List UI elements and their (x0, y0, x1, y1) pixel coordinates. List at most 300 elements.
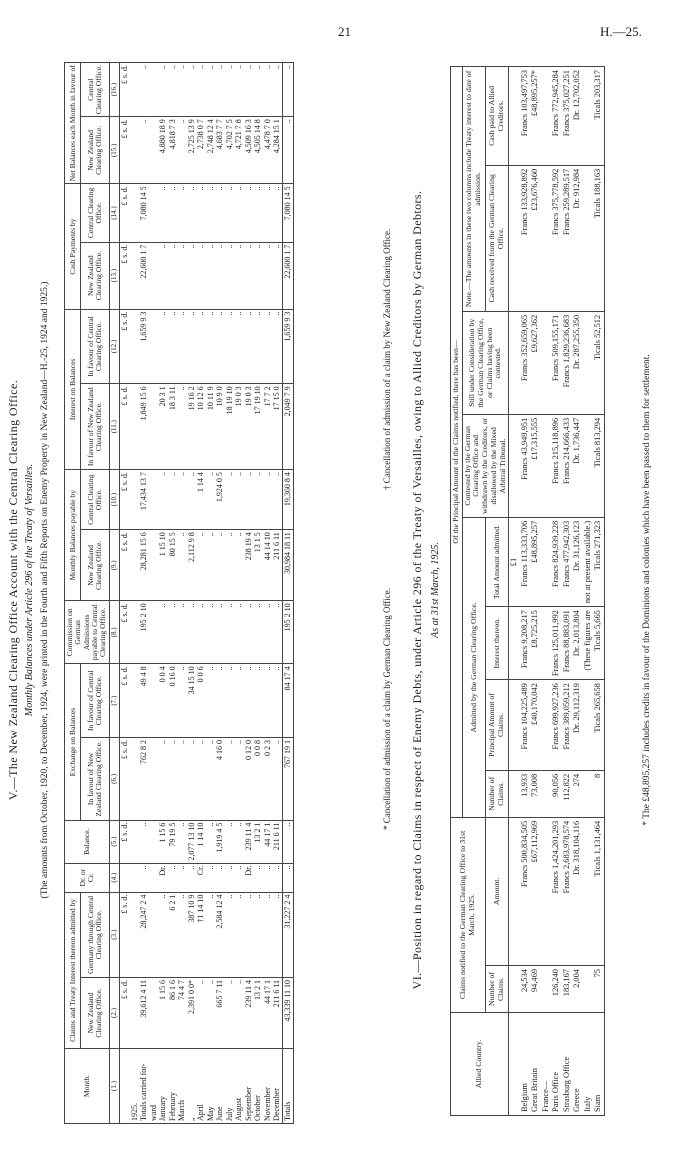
value-cell: 44 17 1 (263, 977, 273, 1048)
col-header-num-claims: Number of Claims. (486, 966, 509, 1013)
value-cell: Francs 125,011,992 (551, 607, 562, 680)
value-cell: .. (253, 664, 263, 738)
value-cell: Francs 1,424,201,293 (551, 817, 562, 965)
value-cell: £48,895,257 (530, 517, 541, 606)
value-cell: .. (215, 863, 225, 892)
column-number: (13.) (109, 242, 120, 309)
total-cell: .. (282, 117, 294, 184)
column-number-row (109, 63, 120, 1124)
total-cell: 1,659 9 3 (282, 309, 294, 384)
column-number: (9.) (109, 530, 120, 601)
value-cell: .. (253, 601, 263, 664)
unit-label: £ s. d. (120, 530, 130, 601)
group-header-principal: Of the Principal Amount of the Claims notified, there has been— (451, 67, 463, 818)
value-cell: 13 2 1 (253, 977, 263, 1048)
value-cell: Francs 104,225,489 (520, 680, 531, 771)
value-cell: Dr. 1,736,447 (572, 414, 583, 517)
value-cell: £23,676,460 (530, 165, 541, 311)
value-cell: £40,170,042 (530, 680, 541, 771)
value-cell (149, 863, 159, 892)
total-cell: 7,080 14 5 (282, 184, 294, 242)
value-cell: .. (272, 601, 282, 664)
country-cell: Greece (572, 1013, 583, 1116)
value-cell: Ticals 265,658 (593, 680, 604, 771)
column-number: (12.) (109, 309, 120, 384)
clearing-account-rows (120, 63, 294, 1124)
value-cell: .. (187, 309, 197, 384)
value-cell: .. (206, 242, 216, 309)
column-number: (4.) (109, 863, 120, 892)
value-cell: .. (187, 601, 197, 664)
value-cell: 0 16 0 (168, 664, 178, 738)
total-cell: 2,049 7 9 (282, 384, 294, 470)
value-cell: Dr. 912,984 (572, 165, 583, 311)
page-number: 21 (338, 24, 351, 39)
value-cell: .. (206, 820, 216, 863)
value-cell: 73,008 (530, 770, 541, 817)
table-row (520, 67, 531, 1116)
value-cell: .. (206, 664, 216, 738)
value-cell: 39,612 4 11 (139, 977, 149, 1048)
value-cell (149, 601, 159, 664)
table-row (551, 67, 562, 1116)
value-cell: not at present available.) (583, 517, 594, 606)
value-cell: £67,112,969 (530, 817, 541, 965)
col-header-cash-received: Cash received from the German Clearing Office. (486, 165, 509, 311)
month-cell: July (225, 1049, 235, 1124)
value-cell: Francs 389,059,212 (562, 680, 573, 771)
value-cell: £17,315,555 (530, 414, 541, 517)
rotated-page-body (2, 50, 667, 1130)
value-cell: .. (196, 601, 206, 664)
col-header-total: Total Amount admitted. (486, 517, 509, 606)
month-cell: „ (187, 1049, 197, 1124)
month-cell: September (244, 1049, 254, 1124)
table-row (244, 63, 254, 1124)
value-cell: .. (263, 63, 273, 117)
value-cell: Dr. 287,255,350 (572, 311, 583, 414)
total-cell: 19,360 8 4 (282, 470, 294, 530)
unit-label: £ s. d. (120, 820, 130, 863)
col-header-c2: New Zealand Clearing Office. (81, 977, 109, 1048)
value-cell: .. (263, 184, 273, 242)
value-cell (130, 892, 140, 977)
value-cell: .. (158, 63, 168, 117)
value-cell: .. (168, 738, 178, 821)
value-cell (130, 470, 140, 530)
section-5-subtitle: Monthly Balances under Article 296 of the Treaty of Versailles. (24, 463, 35, 717)
col-header-c14: Central Clearing Office. (81, 184, 109, 242)
value-cell: 2,004 (572, 966, 583, 1013)
value-cell: 126,240 (551, 966, 562, 1013)
value-cell: Francs 699,927,236 (551, 680, 562, 771)
value-cell (541, 165, 552, 311)
table-row (263, 63, 273, 1124)
value-cell: .. (215, 63, 225, 117)
table-row (196, 63, 206, 1124)
unit-label: £ s. d. (120, 242, 130, 309)
value-cell: .. (196, 309, 206, 384)
table-row (225, 63, 235, 1124)
value-cell: .. (253, 63, 263, 117)
value-cell (541, 311, 552, 414)
value-cell: 2,077 13 10 (187, 820, 197, 863)
col-header-dr-cr: Dr. or Cr. (65, 863, 110, 892)
col-header-c7: In favour of Central Clearing Office. (81, 664, 109, 738)
value-cell: Francs 88,883,091 (562, 607, 573, 680)
value-cell (583, 680, 594, 771)
value-cell: .. (272, 738, 282, 821)
value-cell: .. (177, 820, 187, 863)
section-5-title: V.—The New Zealand Clearing Office Account with the Central Clearing Office. (6, 379, 20, 801)
group-header-monthly: Monthly Balances payable by (65, 470, 81, 601)
column-number: (2.) (109, 977, 120, 1048)
value-cell: .. (177, 738, 187, 821)
unit-label: £ s. d. (120, 892, 130, 977)
value-cell: 1,659 9 3 (139, 309, 149, 384)
value-cell: .. (215, 309, 225, 384)
country-cell: Paris Office (551, 1013, 562, 1116)
value-cell: .. (225, 242, 235, 309)
value-cell (130, 863, 140, 892)
value-cell: .. (272, 892, 282, 977)
value-cell: .. (244, 470, 254, 530)
column-number: (7.) (109, 664, 120, 738)
value-cell: .. (234, 242, 244, 309)
value-cell: Francs 500,834,505 (520, 817, 531, 965)
col-header-amount: Amount. (486, 817, 509, 965)
section-5-note: (The amounts from October, 1920, to December, 1924, were printed in the Fourth and Fifth Reports on Enemy Property in New Zealand—H.-25, 1924 and 1925.) (40, 281, 50, 899)
group-header-exchange: Exchange on Balances (65, 664, 81, 820)
value-cell: .. (139, 863, 149, 892)
value-cell: 4 16 0 (215, 738, 225, 821)
value-cell (130, 977, 140, 1048)
value-cell: .. (177, 470, 187, 530)
value-cell: .. (253, 863, 263, 892)
column-number: (5.) (109, 820, 120, 863)
value-cell: .. (187, 242, 197, 309)
value-cell: .. (272, 863, 282, 892)
value-cell: .. (168, 863, 178, 892)
col-header-country: Allied Country. (451, 1013, 509, 1116)
month-cell: April (196, 1049, 206, 1124)
month-cell: February (168, 1049, 178, 1124)
col-header-c11: In favour of New Zealand Clearing Office. (81, 384, 109, 470)
value-cell: Dr. 2,013,804 (572, 607, 583, 680)
value-cell (541, 607, 552, 680)
group-header-cash: Cash Payments by (65, 184, 81, 309)
value-cell (149, 384, 159, 470)
value-cell: .. (177, 384, 187, 470)
value-cell: 2,748 12 4 (206, 117, 216, 184)
value-cell: .. (177, 117, 187, 184)
value-cell: 211 6 11 (272, 530, 282, 601)
value-cell (149, 820, 159, 863)
col-header-month: Month. (65, 1049, 110, 1124)
value-cell: .. (225, 863, 235, 892)
unit-label: £ s. d. (120, 664, 130, 738)
table-row (187, 63, 197, 1124)
value-cell: 239 11 4 (244, 820, 254, 863)
table-row (562, 67, 573, 1116)
value-cell: .. (187, 738, 197, 821)
value-cell (149, 309, 159, 384)
value-cell (149, 892, 159, 977)
value-cell: Ticals 1,131,464 (593, 817, 604, 965)
value-cell: 4,505 14 8 (253, 117, 263, 184)
table-row (234, 63, 244, 1124)
value-cell: .. (234, 470, 244, 530)
value-cell: 7,080 14 5 (139, 184, 149, 242)
value-cell: £8,725,215 (530, 607, 541, 680)
value-cell: .. (215, 601, 225, 664)
value-cell: .. (158, 892, 168, 977)
value-cell: Dr. (158, 863, 168, 892)
country-cell: Italy (583, 1013, 594, 1116)
value-cell: .. (206, 892, 216, 977)
value-cell: 18 19 10 (225, 384, 235, 470)
footnote-dagger: † Cancellation of admission of a claim by New Zealand Clearing Office. (382, 228, 392, 490)
table-row (530, 67, 541, 1116)
value-cell (541, 966, 552, 1013)
country-cell: France— (541, 1013, 552, 1116)
total-cell: 43,339 11 10 (282, 977, 294, 1048)
table-row (272, 63, 282, 1124)
unit-label: £ s. d. (120, 977, 130, 1048)
value-cell: 2,738 0 7 (196, 117, 206, 184)
value-cell: .. (139, 820, 149, 863)
value-cell: .. (206, 601, 216, 664)
value-cell: 90,056 (551, 770, 562, 817)
value-cell: 2,112 9 8 (187, 530, 197, 601)
value-cell (130, 117, 140, 184)
value-cell: .. (234, 530, 244, 601)
value-cell: .. (263, 863, 273, 892)
value-cell: Ticals 5,665 (593, 607, 604, 680)
value-cell: (These figures are (583, 607, 594, 680)
value-cell: .. (225, 184, 235, 242)
value-cell: 1 15 6 (158, 977, 168, 1048)
value-cell: Francs 113,333,706 (520, 517, 531, 606)
value-cell: .. (253, 892, 263, 977)
country-cell: Strasburg Office (562, 1013, 573, 1116)
column-number: (3.) (109, 892, 120, 977)
value-cell: Ticals 52,512 (593, 311, 604, 414)
value-cell (541, 770, 552, 817)
value-cell: .. (244, 242, 254, 309)
unit-label: £ s. d. (120, 309, 130, 384)
total-cell: 30,984 18 11 (282, 530, 294, 601)
value-cell: Francs 824,939,228 (551, 517, 562, 606)
value-cell (130, 184, 140, 242)
column-number: (16.) (109, 63, 120, 117)
value-cell: 4,818 7 3 (168, 117, 178, 184)
value-cell: 0 0 4 (158, 664, 168, 738)
enemy-debts-rows (520, 67, 605, 1116)
value-cell: .. (206, 63, 216, 117)
unit-row (120, 63, 130, 1124)
value-cell: .. (177, 242, 187, 309)
month-cell: January (158, 1049, 168, 1124)
value-cell: Francs 375,027,251 (562, 67, 573, 166)
value-cell: .. (244, 892, 254, 977)
column-number: (11.) (109, 384, 120, 470)
value-cell: Francs 509,155,171 (551, 311, 562, 414)
value-cell: 238 19 4 (244, 530, 254, 601)
value-cell: .. (234, 309, 244, 384)
value-cell: .. (206, 309, 216, 384)
value-cell: .. (234, 820, 244, 863)
value-cell: .. (272, 309, 282, 384)
unit-label: £ s. d. (120, 384, 130, 470)
value-cell: 28,247 2 4 (139, 892, 149, 977)
value-cell (149, 242, 159, 309)
clearing-account-table (64, 62, 294, 1124)
value-cell: 4,683 7 7 (215, 117, 225, 184)
group-header-interest: Interest on Balances (65, 309, 81, 469)
value-cell: 1 14 4 (196, 470, 206, 530)
value-cell: .. (234, 977, 244, 1048)
totals-label: Totals (282, 1049, 294, 1124)
month-cell: August (234, 1049, 244, 1124)
col-header-c13: New Zealand Clearing Office. (81, 242, 109, 309)
value-cell: .. (225, 664, 235, 738)
month-cell: Totals carried for- (139, 1049, 149, 1124)
column-number: (6.) (109, 738, 120, 821)
value-cell: Ticals 203,317 (593, 67, 604, 166)
unit-label: £ s. d. (120, 601, 130, 664)
unit-label: £ s. d. (120, 184, 130, 242)
value-cell: £48,895,257* (530, 67, 541, 166)
table-row (149, 63, 159, 1124)
value-cell (130, 63, 140, 117)
value-cell: 665 7 11 (215, 977, 225, 1048)
value-cell: 94,469 (530, 966, 541, 1013)
value-cell: .. (177, 863, 187, 892)
value-cell: .. (196, 977, 206, 1048)
value-cell: 44 14 10 (263, 530, 273, 601)
value-cell: 0 0 8 (253, 738, 263, 821)
total-cell: 31,227 2 4 (282, 892, 294, 977)
table-row (593, 67, 604, 1116)
table-row (206, 63, 216, 1124)
value-cell: .. (225, 738, 235, 821)
unit-label: £1 (509, 517, 520, 606)
value-cell: .. (206, 184, 216, 242)
value-cell: .. (196, 63, 206, 117)
value-cell: 19 16 2 (187, 384, 197, 470)
value-cell: .. (187, 863, 197, 892)
value-cell: Francs 375,778,592 (551, 165, 562, 311)
value-cell: Francs 214,666,433 (562, 414, 573, 517)
value-cell (130, 384, 140, 470)
value-cell: .. (177, 184, 187, 242)
month-cell: June (215, 1049, 225, 1124)
value-cell: 4,702 7 5 (225, 117, 235, 184)
value-cell: .. (158, 470, 168, 530)
value-cell: £9,627,362 (530, 311, 541, 414)
unit-label: £ s. d. (120, 117, 130, 184)
col-header-c12: In favour of Central Clearing Office. (81, 309, 109, 384)
value-cell: 4,478 7 0 (263, 117, 273, 184)
value-cell: .. (234, 601, 244, 664)
group-header-admitted: Admitted by the German Clearing Office. (462, 517, 485, 817)
value-cell: .. (168, 63, 178, 117)
value-cell (130, 601, 140, 664)
value-cell: 17 19 10 (253, 384, 263, 470)
value-cell: 762 8 2 (139, 738, 149, 821)
value-cell: .. (177, 530, 187, 601)
col-header-principal: Principal Amount of Claims. (486, 680, 509, 771)
value-cell: .. (253, 242, 263, 309)
column-number: (15.) (109, 117, 120, 184)
value-cell: .. (272, 63, 282, 117)
table-row (253, 63, 263, 1124)
value-cell (149, 664, 159, 738)
value-cell: 13 1 5 (253, 530, 263, 601)
value-cell: 10 11 9 (206, 384, 216, 470)
table-row (168, 63, 178, 1124)
value-cell: 4,721 7 8 (234, 117, 244, 184)
table-cell (120, 1049, 130, 1124)
value-cell: .. (263, 601, 273, 664)
group-header-claims: Claims and Treaty Interest thereon admitted by (65, 892, 81, 1048)
value-cell: Dr. 318,104,116 (572, 817, 583, 965)
value-cell: .. (234, 863, 244, 892)
value-cell: .. (234, 184, 244, 242)
col-header-still: Still under Consideration by the German Clearing Office, or Claims having been contested. (462, 311, 509, 414)
value-cell: .. (158, 738, 168, 821)
value-cell: .. (206, 977, 216, 1048)
value-cell (130, 530, 140, 601)
value-cell (130, 738, 140, 821)
value-cell: 4,880 18 9 (158, 117, 168, 184)
month-cell: 1925. (130, 1049, 140, 1124)
table-row (541, 67, 552, 1116)
value-cell: †1 14 10 (196, 892, 206, 977)
value-cell (149, 117, 159, 184)
value-cell (583, 67, 594, 166)
value-cell: .. (225, 820, 235, 863)
table-row (158, 63, 168, 1124)
value-cell (583, 414, 594, 517)
value-cell (149, 977, 159, 1048)
col-header-balance: Balance. (65, 820, 110, 863)
value-cell: .. (168, 309, 178, 384)
value-cell: .. (215, 184, 225, 242)
value-cell: .. (263, 242, 273, 309)
value-cell: .. (253, 184, 263, 242)
value-cell: Cr. (196, 863, 206, 892)
value-cell: .. (158, 184, 168, 242)
value-cell: 0 12 0 (244, 738, 254, 821)
value-cell (583, 311, 594, 414)
column-number: (10.) (109, 470, 120, 530)
value-cell (541, 680, 552, 771)
value-cell: .. (177, 892, 187, 977)
value-cell: 1,919 4 5 (215, 820, 225, 863)
value-cell: 183,167 (562, 966, 573, 1013)
month-cell: December (272, 1049, 282, 1124)
total-cell: .. (282, 820, 294, 863)
value-cell: 17 15 0 (272, 384, 282, 470)
value-cell: .. (168, 601, 178, 664)
value-cell: .. (206, 738, 216, 821)
column-number: (14.) (109, 184, 120, 242)
value-cell: .. (215, 530, 225, 601)
value-cell (130, 820, 140, 863)
col-header-commission: Commission on German Admissions payable to Central Clearing Office. (65, 601, 110, 664)
